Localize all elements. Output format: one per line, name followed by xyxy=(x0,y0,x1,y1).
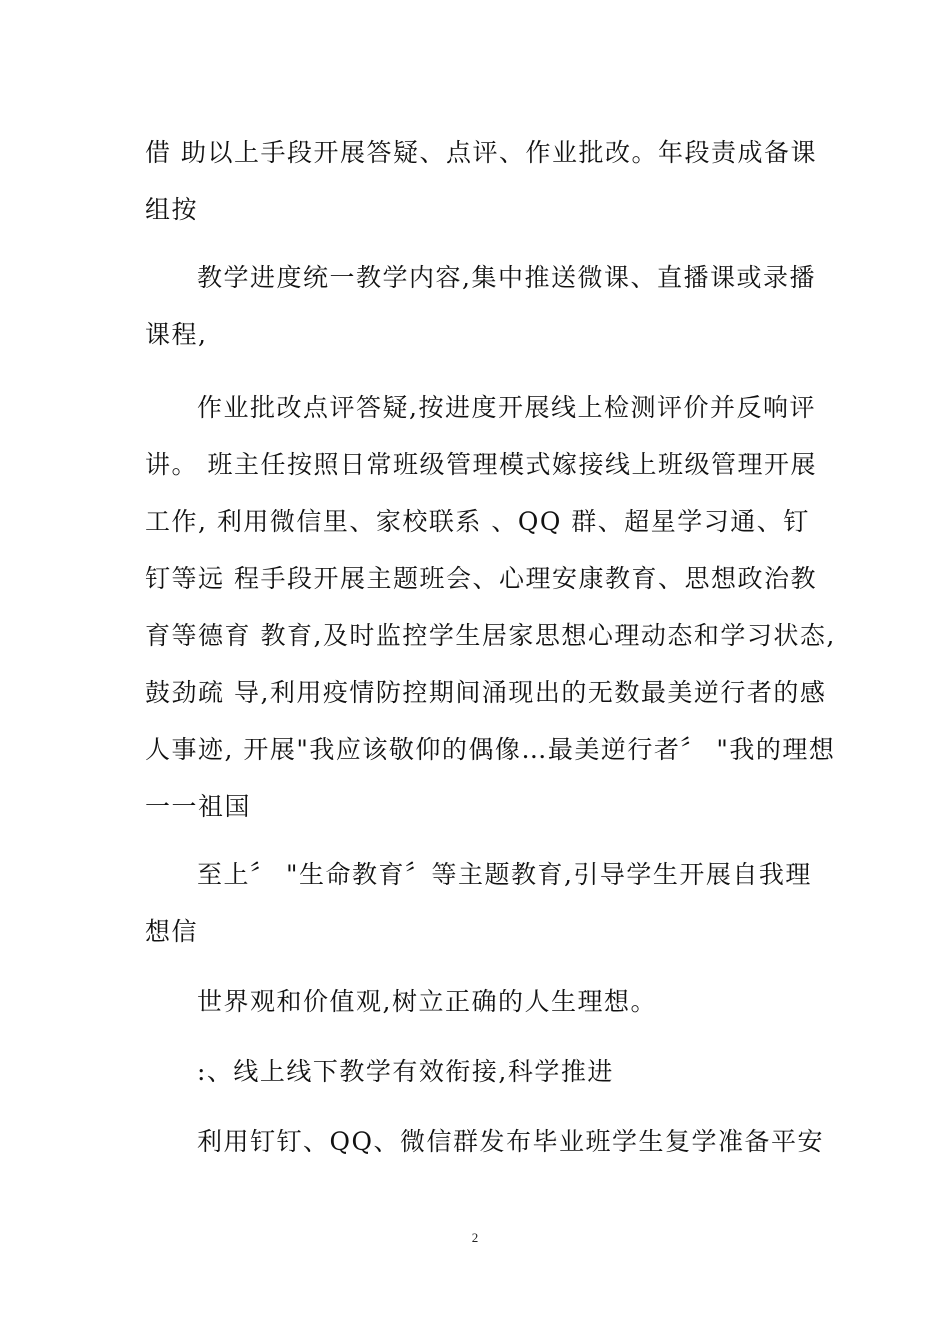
text-line: 鼓劲疏 导,利用疫情防控期间涌现出的无数最美逆行者的感 xyxy=(145,678,827,707)
text-line: 利用钉钉、QQ、微信群发布毕业班学生复学准备平安 xyxy=(197,1127,824,1156)
text-line: 育等德育 教育,及时监控学生居家思想心理动态和学习状态, xyxy=(145,621,836,650)
text-line: 至上〞 "生命教育〞等主题教育,引导学生开展自我理 xyxy=(197,860,812,889)
text-line: 课程, xyxy=(145,320,208,349)
text-line: 借 助以上手段开展答疑、点评、作业批改。年段责成备课 xyxy=(145,138,817,167)
text-line: 工作, 利用微信里、家校联系 、QQ 群、超星学习通、钉 xyxy=(145,507,810,536)
text-line: 想信 xyxy=(145,917,199,946)
text-line: 组按 xyxy=(145,195,199,224)
text-line: 钉等远 程手段开展主题班会、心理安康教育、思想政治教 xyxy=(145,564,817,593)
text-line: :、线上线下教学有效衔接,科学推进 xyxy=(197,1057,614,1086)
page-number: 2 xyxy=(471,1230,479,1245)
text-line: 世界观和价值观,树立正确的人生理想。 xyxy=(197,987,657,1016)
text-line: 作业批改点评答疑,按进度开展线上检测评价并反响评 xyxy=(197,393,816,422)
text-line: 人事迹, 开展"我应该敬仰的偶像…最美逆行者〞 "我的理想 xyxy=(145,735,836,764)
text-line: 一一祖国 xyxy=(145,792,252,821)
text-line: 讲。 班主任按照日常班级管理模式嫁接线上班级管理开展 xyxy=(145,450,817,479)
text-line: 教学进度统一教学内容,集中推送微课、直播课或录播 xyxy=(197,263,816,292)
